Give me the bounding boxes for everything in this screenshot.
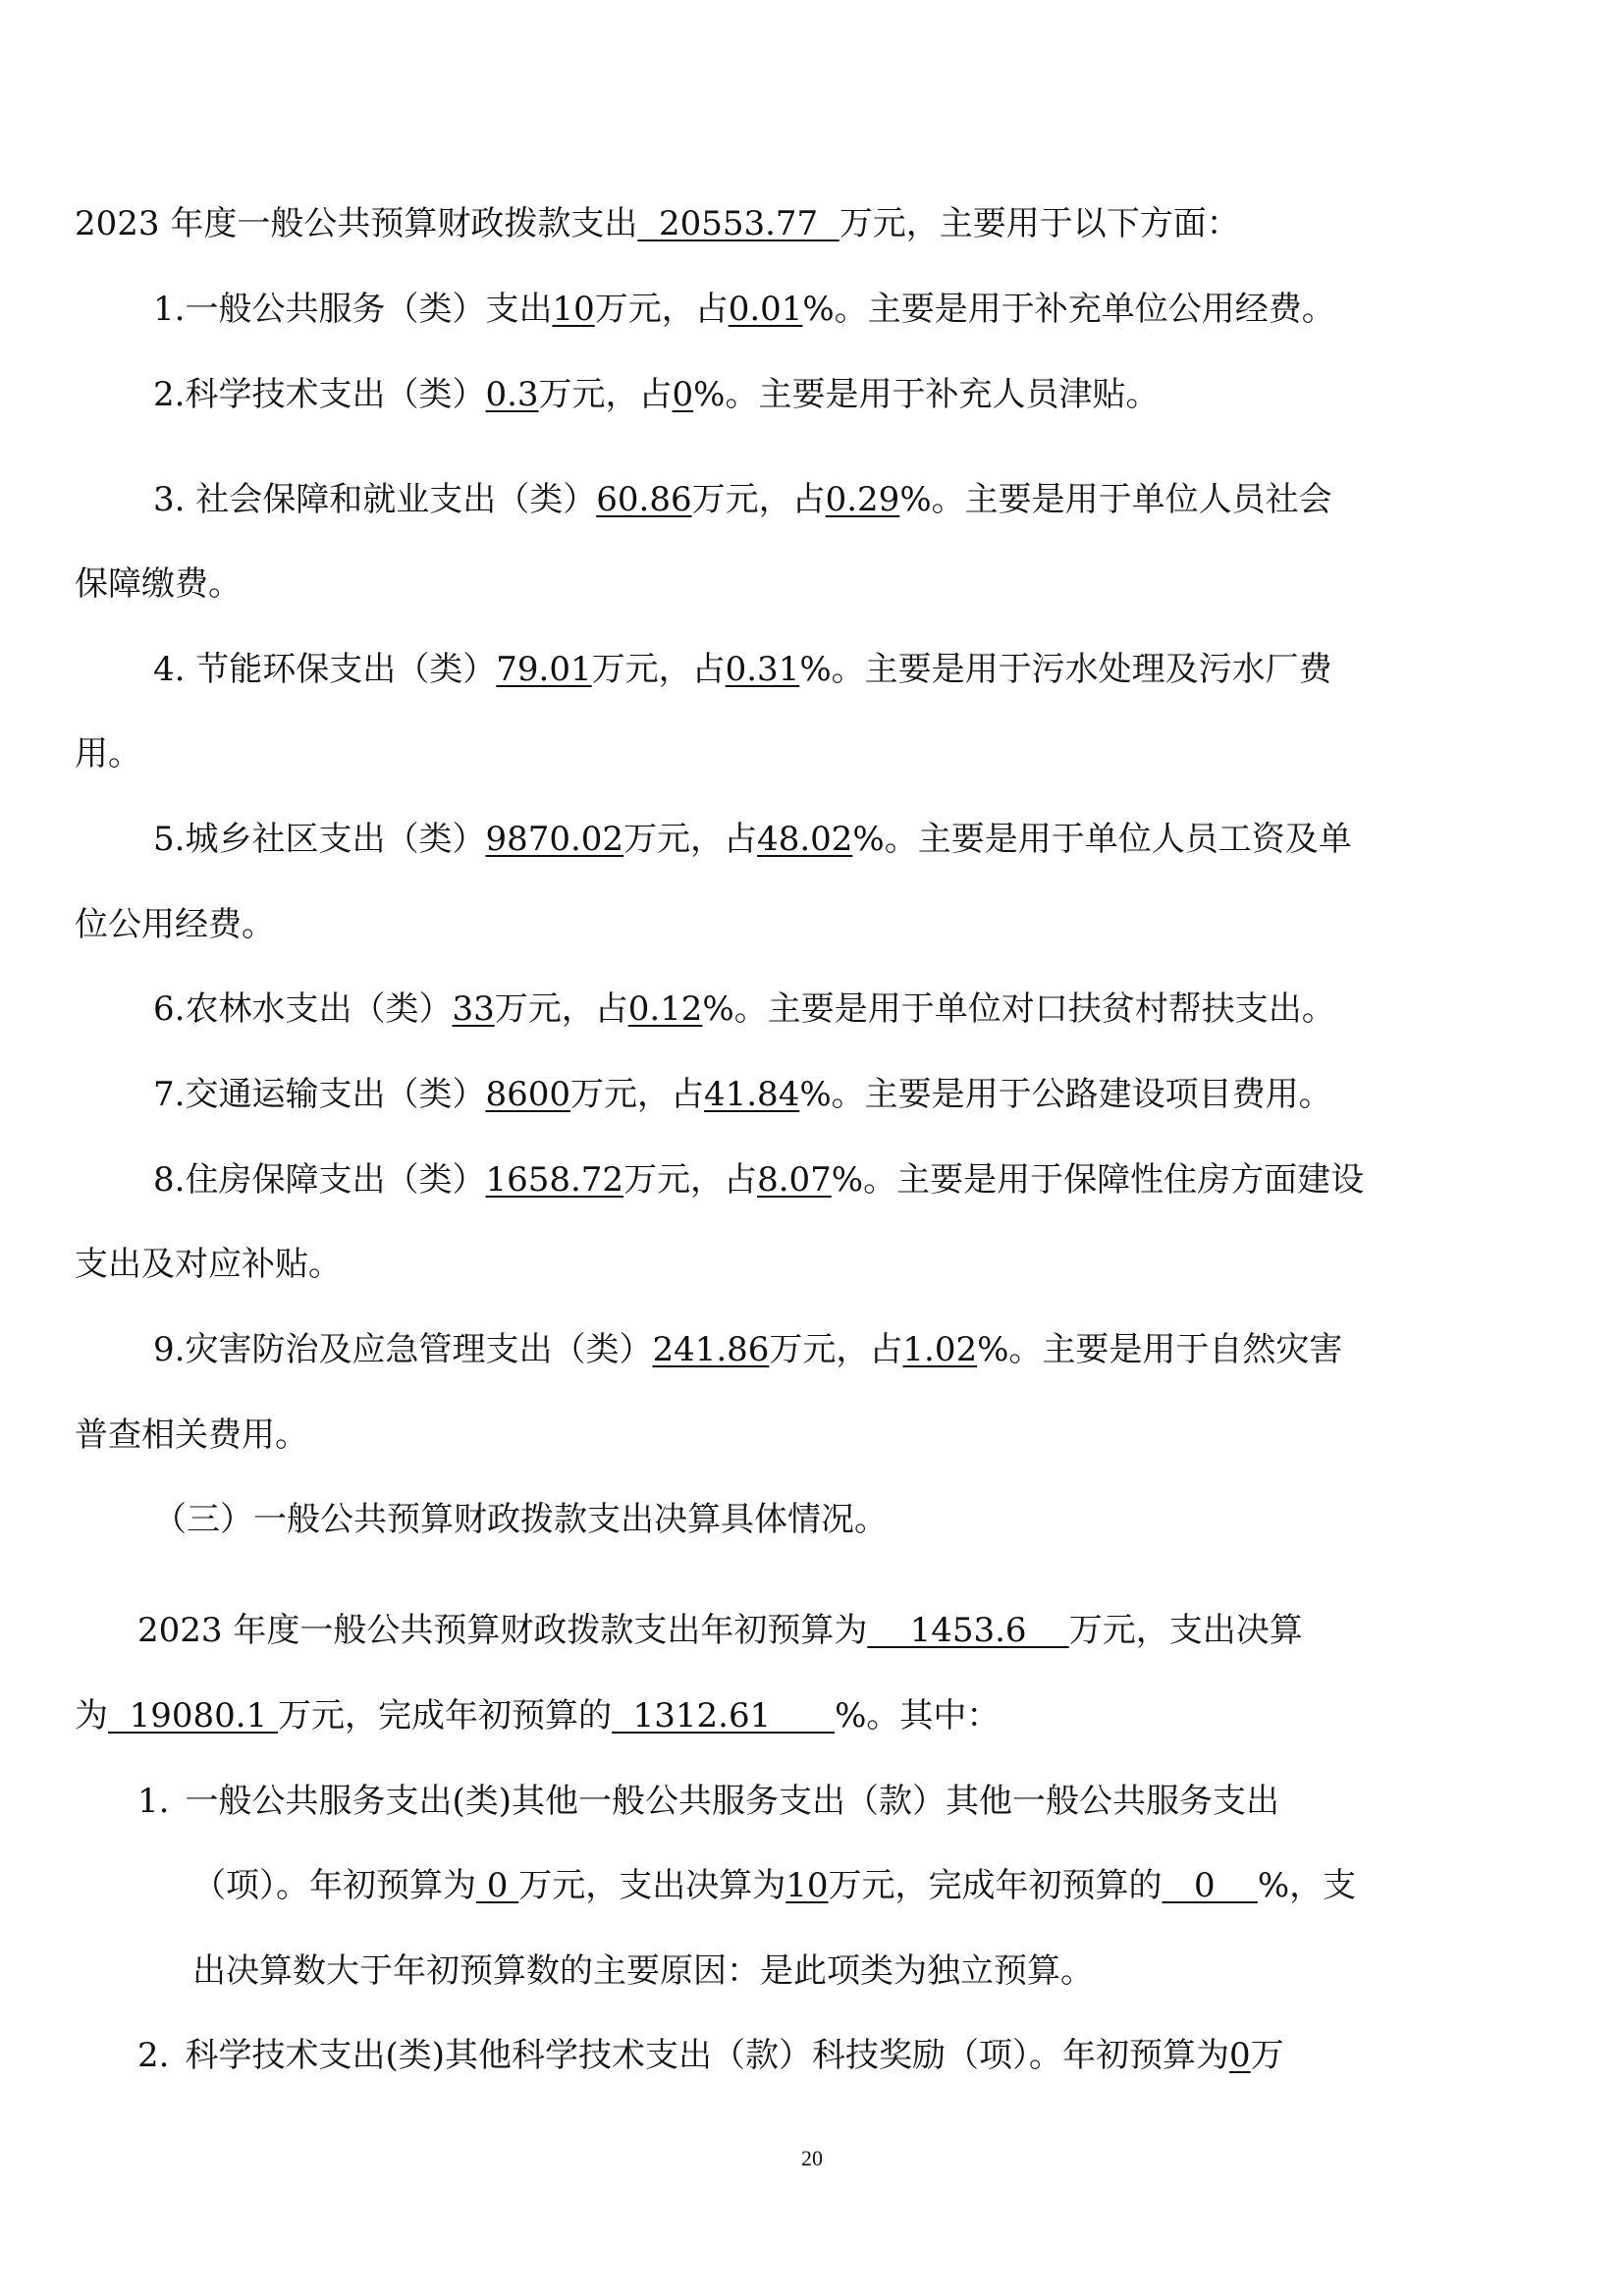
item-8 xyxy=(153,1158,1364,1201)
item-purpose: 主要是用于污水处理及污水厂费 xyxy=(864,650,1332,689)
item-percent-suffix: %。 xyxy=(702,989,768,1029)
section-3-intro-mid2: 万元，完成年初预算的 xyxy=(278,1696,613,1735)
item-purpose: 主要是用于补充人员津贴。 xyxy=(758,375,1160,414)
section-3-intro-prefix: 2023 年度一般公共预算财政拨款支出年初预算为 xyxy=(137,1611,868,1650)
item-purpose: 主要是用于补充单位公用经费。 xyxy=(867,290,1335,329)
item-amount: 33 xyxy=(452,989,495,1029)
item-3 xyxy=(153,478,1332,521)
item-purpose: 主要是用于自然灾害 xyxy=(1042,1330,1343,1369)
item-unit: 万元，占 xyxy=(594,290,729,329)
intro-amount: 20553.77 xyxy=(637,204,839,243)
item-purpose: 主要是用于单位人员工资及单 xyxy=(917,820,1352,859)
item-number: 6. xyxy=(153,989,186,1029)
item-4 xyxy=(153,648,1332,691)
detail-item-title: 一般公共服务支出(类)其他一般公共服务支出（款）其他一般公共服务支出 xyxy=(185,1782,1279,1821)
item-percent-suffix: %。 xyxy=(831,1160,897,1200)
item-percent-suffix: %。 xyxy=(799,1075,865,1114)
item-unit: 万元，占 xyxy=(623,1160,758,1200)
item-percent: 0.01 xyxy=(728,290,803,329)
item-percent-suffix: %。 xyxy=(977,1330,1043,1369)
item-amount: 0.3 xyxy=(485,375,539,414)
section-3-budget: 1453.6 xyxy=(867,1611,1069,1650)
item-purpose: 主要是用于保障性住房方面建设 xyxy=(896,1160,1365,1200)
item-amount: 10 xyxy=(552,290,595,329)
detail-item-text-a: （项）。年初预算为 xyxy=(192,1866,476,1905)
item-number: 8. xyxy=(153,1160,186,1200)
item-4-continuation: 用。 xyxy=(75,734,141,774)
item-purpose: 主要是用于单位对口扶贫村帮扶支出。 xyxy=(767,989,1335,1029)
item-percent-suffix: %。 xyxy=(693,375,759,414)
item-9-continuation: 普查相关费用。 xyxy=(75,1415,308,1455)
item-purpose: 主要是用于单位人员社会 xyxy=(964,480,1332,519)
item-unit: 万元，占 xyxy=(623,820,758,859)
item-9 xyxy=(153,1328,1342,1371)
detail-item-1-line-3: 出决算数大于年初预算数的主要原因：是此项类为独立预算。 xyxy=(192,1951,1094,1991)
item-number: 5. xyxy=(153,820,186,859)
item-percent: 0.29 xyxy=(825,480,900,519)
item-percent-suffix: %。 xyxy=(799,650,865,689)
item-amount: 9870.02 xyxy=(485,820,624,859)
item-percent: 0 xyxy=(672,375,694,414)
item-number: 2. xyxy=(153,375,186,414)
item-number: 9. xyxy=(153,1330,186,1369)
intro-prefix: 2023 年度一般公共预算财政拨款支出 xyxy=(75,204,638,243)
item-8-continuation: 支出及对应补贴。 xyxy=(75,1245,342,1284)
detail-item-text-d: %，支 xyxy=(1257,1866,1357,1905)
item-2 xyxy=(153,373,1159,416)
item-name: 灾害防治及应急管理支出（类） xyxy=(185,1330,653,1369)
item-5-continuation: 位公用经费。 xyxy=(75,905,275,944)
detail-item-budget: 0 xyxy=(1228,2036,1251,2075)
intro-paragraph xyxy=(75,202,1240,245)
item-percent: 48.02 xyxy=(757,820,853,859)
item-percent: 0.31 xyxy=(725,650,800,689)
item-name: 一般公共服务（类）支出 xyxy=(185,290,553,329)
section-3-rate: 1312.61 xyxy=(612,1696,836,1735)
section-3-actual: 19080.1 xyxy=(108,1696,279,1735)
section-3-intro-suffix: %。其中： xyxy=(835,1696,1001,1735)
detail-item-rate: 0 xyxy=(1162,1866,1258,1905)
item-7 xyxy=(153,1073,1332,1116)
item-percent: 0.12 xyxy=(627,989,703,1029)
item-percent-suffix: %。 xyxy=(899,480,965,519)
section-3-line2-prefix: 为 xyxy=(75,1696,108,1735)
item-percent-suffix: %。 xyxy=(802,290,868,329)
item-unit: 万元，占 xyxy=(538,375,673,414)
item-percent-suffix: %。 xyxy=(852,820,918,859)
item-name: 社会保障和就业支出（类） xyxy=(185,480,597,519)
item-1 xyxy=(153,288,1335,331)
item-number: 7. xyxy=(153,1075,186,1114)
detail-item-text-b: 万元，支出决算为 xyxy=(518,1866,786,1905)
intro-suffix: 万元，主要用于以下方面： xyxy=(839,204,1240,243)
section-3-intro-line-2 xyxy=(75,1694,1000,1737)
item-amount: 60.86 xyxy=(596,480,692,519)
item-amount: 1658.72 xyxy=(485,1160,624,1200)
detail-item-title: 科学技术支出(类)其他科学技术支出（款）科技奖励（项）。年初预算为 xyxy=(185,2036,1229,2075)
item-unit: 万元，占 xyxy=(691,480,826,519)
item-name: 交通运输支出（类） xyxy=(185,1075,486,1114)
item-6 xyxy=(153,988,1335,1031)
item-name: 科学技术支出（类） xyxy=(185,375,486,414)
section-3-intro-mid: 万元，支出决算 xyxy=(1068,1611,1303,1650)
item-name: 城乡社区支出（类） xyxy=(185,820,486,859)
item-unit: 万元，占 xyxy=(569,1075,704,1114)
item-unit: 万元，占 xyxy=(494,989,628,1029)
item-amount: 8600 xyxy=(485,1075,570,1114)
detail-item-text-c: 万元，完成年初预算的 xyxy=(828,1866,1163,1905)
item-amount: 79.01 xyxy=(496,650,592,689)
item-amount: 241.86 xyxy=(652,1330,770,1369)
item-name: 农林水支出（类） xyxy=(185,989,453,1029)
detail-item-number: 2. xyxy=(137,2036,170,2075)
item-number: 3. xyxy=(153,480,186,519)
detail-item-2-line-1 xyxy=(137,2034,1284,2077)
item-number: 4. xyxy=(153,650,186,689)
page-number: 20 xyxy=(801,2146,823,2170)
detail-item-actual: 10 xyxy=(785,1866,829,1905)
item-number: 1. xyxy=(153,290,186,329)
section-3-heading: （三）一般公共预算财政拨款支出决算具体情况。 xyxy=(153,1500,888,1539)
detail-item-number: 1. xyxy=(137,1782,170,1821)
section-3-intro-line-1 xyxy=(137,1609,1303,1652)
item-5 xyxy=(153,818,1352,861)
detail-item-budget: 0 xyxy=(476,1866,519,1905)
item-3-continuation: 保障缴费。 xyxy=(75,564,242,604)
item-percent: 41.84 xyxy=(703,1075,800,1114)
item-percent: 8.07 xyxy=(757,1160,832,1200)
item-unit: 万元，占 xyxy=(591,650,726,689)
detail-item-1-line-2 xyxy=(192,1864,1356,1907)
item-percent: 1.02 xyxy=(902,1330,978,1369)
item-purpose: 主要是用于公路建设项目费用。 xyxy=(864,1075,1332,1114)
item-name: 节能环保支出（类） xyxy=(185,650,497,689)
detail-item-text-b: 万 xyxy=(1250,2036,1284,2075)
detail-item-1-line-1 xyxy=(137,1780,1279,1823)
item-name: 住房保障支出（类） xyxy=(185,1160,486,1200)
item-unit: 万元，占 xyxy=(769,1330,903,1369)
